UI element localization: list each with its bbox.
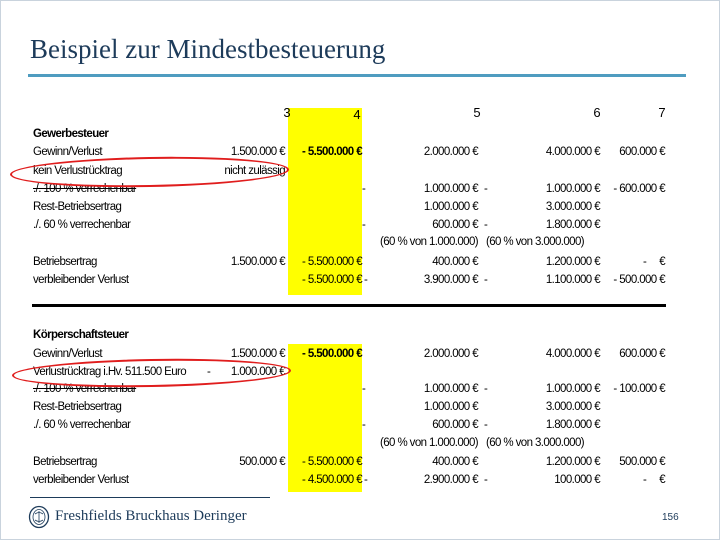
row-label: ./. 60 % verrechenbar <box>33 419 131 431</box>
cell-c7: 500.000 € <box>619 456 665 468</box>
cell-c5: 400.000 € <box>432 456 478 468</box>
cell-c6: 1.200.000 € <box>545 256 600 268</box>
slide-title: Beispiel zur Mindestbesteuerung <box>30 34 386 64</box>
cell-c5-dash: - <box>484 419 488 431</box>
cell-c6: 1.100.000 € <box>545 274 600 286</box>
cell-c5: 2.900.000 € <box>423 474 478 486</box>
cell-c6: 1.800.000 € <box>545 419 600 431</box>
row-label: Betriebsertrag <box>33 456 97 468</box>
cell-c5: 1.000.000 € <box>423 183 478 195</box>
cell-c7: - 500.000 € <box>613 274 665 286</box>
cell-c5-dash: - <box>484 274 488 286</box>
cell-c5: 1.000.000 € <box>423 383 478 395</box>
cell-c4: - <box>362 383 366 395</box>
cell-c5: 2.000.000 € <box>423 146 478 158</box>
firm-name: Freshfields Bruckhaus Deringer <box>55 508 247 524</box>
cell-c4: - <box>362 419 366 431</box>
cell-c6: 1.000.000 € <box>545 183 600 195</box>
cell-c6: 3.000.000 € <box>545 201 600 213</box>
col-header-7: 7 <box>658 105 665 120</box>
cell-c5: 2.000.000 € <box>423 348 478 360</box>
cell-c5: 600.000 € <box>432 419 478 431</box>
cell-c7: - € <box>642 256 665 268</box>
row-label: Betriebsertrag <box>33 256 97 268</box>
cell-c5: 400.000 € <box>432 256 478 268</box>
cell-c6-note: (60 % von 3.000.000) <box>486 236 584 248</box>
cell-c5: 600.000 € <box>432 219 478 231</box>
row-label: Rest-Betriebsertrag <box>33 201 122 213</box>
cell-c7: - 600.000 € <box>613 183 665 195</box>
row-label: verbleibender Verlust <box>33 474 129 486</box>
row-label: Gewinn/Verlust <box>33 146 102 158</box>
cell-c6: 1.200.000 € <box>545 456 600 468</box>
cell-c7: - € <box>642 474 665 486</box>
cell-c6: 100.000 € <box>554 474 600 486</box>
cell-c7: - 100.000 € <box>613 383 665 395</box>
cell-c4: - 5.500.000 € <box>302 456 362 468</box>
cell-c4: - 5.500.000 € <box>302 256 362 268</box>
footer-rule <box>30 497 270 498</box>
cell-c4: - 4.500.000 € <box>302 474 362 486</box>
section-divider <box>32 304 666 307</box>
cell-c6: 4.000.000 € <box>545 348 600 360</box>
cell-c4-dash: - <box>364 474 368 486</box>
row-label: Gewinn/Verlust <box>33 348 102 360</box>
cell-c3: nicht zulässig <box>224 165 285 177</box>
cell-c3: 500.000 € <box>239 456 285 468</box>
row-label: ./. 100 % verrechenbar <box>33 383 137 395</box>
row-label: Rest-Betriebsertrag <box>33 401 122 413</box>
cell-c4: - <box>362 219 366 231</box>
highlight-column-koerperschaft <box>288 344 362 492</box>
cell-c6: 1.800.000 € <box>545 219 600 231</box>
cell-c5: 1.000.000 € <box>423 401 478 413</box>
cell-c4: - 5.500.000 € <box>302 274 362 286</box>
cell-c5-dash: - <box>484 474 488 486</box>
row-label: ./. 60 % verrechenbar <box>33 219 131 231</box>
row-label: kein Verlustrücktrag <box>33 165 122 177</box>
cell-c6: 1.000.000 € <box>545 383 600 395</box>
col-header-4: 4 <box>353 107 360 122</box>
cell-c7: 600.000 € <box>619 348 665 360</box>
cell-c5-note: (60 % von 1.000.000) <box>380 437 478 449</box>
cell-c6-note: (60 % von 3.000.000) <box>486 437 584 449</box>
cell-c3: 1.500.000 € <box>230 146 285 158</box>
cell-c5-dash: - <box>484 183 488 195</box>
cell-c3: 1.500.000 € <box>230 256 285 268</box>
row-label: ./. 100 % verrechenbar <box>33 183 137 195</box>
cell-c3: 1.000.000 € <box>230 366 285 378</box>
cell-c3: 1.500.000 € <box>230 348 285 360</box>
section-heading-gewerbesteuer: Gewerbesteuer <box>33 128 109 140</box>
cell-c5-note: (60 % von 1.000.000) <box>380 236 478 248</box>
row-label: Verlustrücktrag i.Hv. 511.500 Euro <box>33 366 187 378</box>
cell-c3-dash: - <box>207 366 211 378</box>
cell-c7: 600.000 € <box>619 146 665 158</box>
firm-crest-icon <box>28 505 50 529</box>
col-header-6: 6 <box>593 105 600 120</box>
cell-c6: 3.000.000 € <box>545 401 600 413</box>
cell-c4: - 5.500.000 € <box>302 146 362 158</box>
title-underline <box>28 74 686 77</box>
cell-c5-dash: - <box>484 383 488 395</box>
section-heading-koerperschaftsteuer: Körperschaftsteuer <box>33 329 129 341</box>
cell-c5: 1.000.000 € <box>423 201 478 213</box>
cell-c5: 3.900.000 € <box>423 274 478 286</box>
cell-c4: - 5.500.000 € <box>302 348 362 360</box>
col-header-5: 5 <box>473 105 480 120</box>
col-header-3: 3 <box>283 105 290 120</box>
page-number: 156 <box>662 512 679 523</box>
cell-c4: - <box>362 183 366 195</box>
cell-c6: 4.000.000 € <box>545 146 600 158</box>
row-label: verbleibender Verlust <box>33 274 129 286</box>
cell-c5-dash: - <box>484 219 488 231</box>
cell-c4-dash: - <box>364 274 368 286</box>
